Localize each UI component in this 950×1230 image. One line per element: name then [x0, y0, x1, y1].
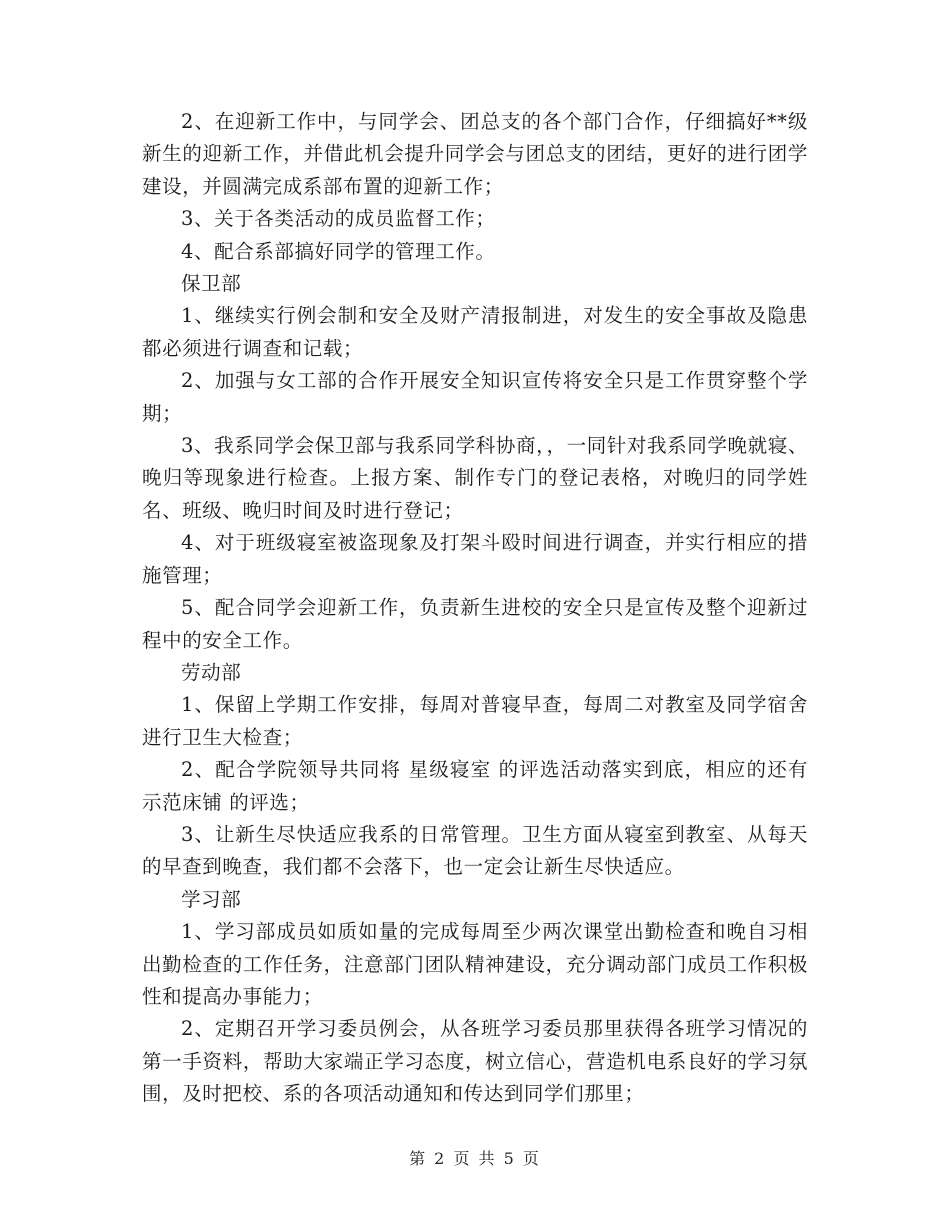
- paragraph: 5、配合同学会迎新工作，负责新生进校的安全只是宣传及整个迎新过程中的安全工作。: [142, 596, 808, 652]
- paragraph: 1、学习部成员如质如量的完成每周至少两次课堂出勤检查和晚自习相出勤检查的工作任务，注意部门团队精神建设，充分调动部门成员工作积极性和提高办事能力；: [142, 920, 808, 1008]
- paragraph: 2、配合学院领导共同将 星级寝室 的评选活动落实到底，相应的还有 示范床铺 的评选；: [142, 758, 808, 814]
- paragraph: 4、配合系部搞好同学的管理工作。: [181, 239, 496, 263]
- paragraph: 2、在迎新工作中，与同学会、团总支的各个部门合作，仔细搞好**级新生的迎新工作，并借此机会提升同学会与团总支的团结，更好的进行团学建设，并圆满完成系部布置的迎新工作；: [142, 110, 808, 198]
- paragraph: 4、对于班级寝室被盗现象及打架斗殴时间进行调查，并实行相应的措施管理；: [142, 531, 808, 587]
- paragraph: 3、我系同学会保卫部与我系同学科协商，，一同针对我系同学晚就寝、晚归等现象进行检查。上报方案、制作专门的登记表格，对晚归的同学姓名、班级、晚归时间及时进行登记；: [142, 434, 808, 522]
- document-body: [142, 106, 808, 1111]
- paragraph: 3、关于各类活动的成员监督工作；: [181, 207, 496, 231]
- section-heading-labor: 劳动部: [181, 660, 242, 684]
- section-heading-study: 学习部: [181, 887, 242, 911]
- paragraph: 3、让新生尽快适应我系的日常管理。卫生方面从寝室到教室、从每天的早查到晚查，我们都不会落下，也一定会让新生尽快适应。: [142, 822, 808, 879]
- page-number-footer: 第 2 页 共 5 页: [409, 1149, 541, 1168]
- paragraph: 1、继续实行例会制和安全及财产清报制进，对发生的安全事故及隐患都必须进行调查和记载；: [142, 304, 808, 360]
- paragraph: 2、加强与女工部的合作开展安全知识宣传将安全只是工作贯穿整个学期；: [142, 369, 808, 425]
- section-heading-security: 保卫部: [181, 272, 242, 296]
- paragraph: 1、保留上学期工作安排，每周对普寝早查，每周二对教室及同学宿舍进行卫生大检查；: [142, 693, 808, 749]
- paragraph: 2、定期召开学习委员例会，从各班学习委员那里获得各班学习情况的第一手资料，帮助大家端正学习态度，树立信心，营造机电系良好的学习氛围，及时把校、系的各项活动通知和传达到同学们那里；: [142, 1017, 808, 1106]
